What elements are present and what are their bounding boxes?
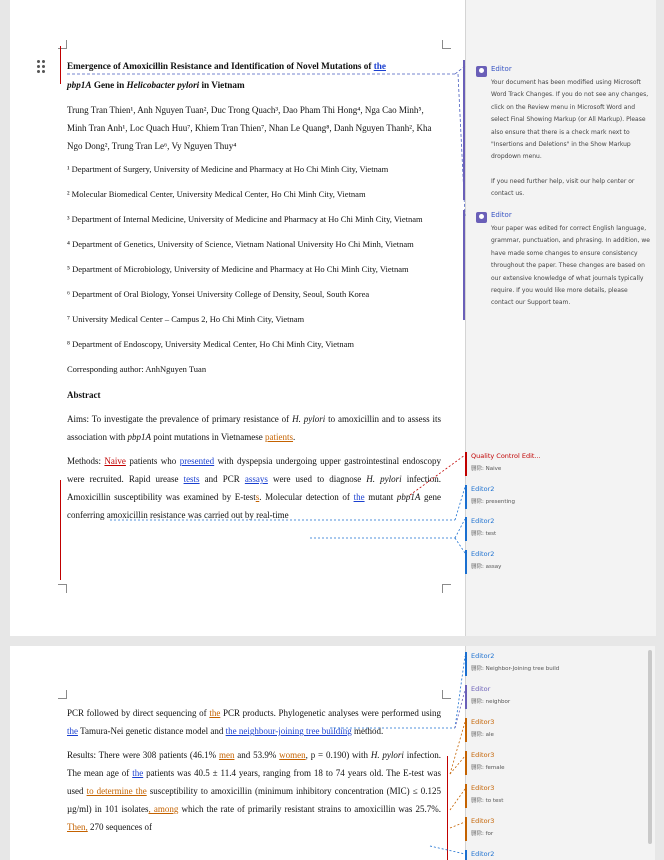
affiliation: ³ Department of Internal Medicine, University of Medicine and Pharmacy at Ho Chi Minh City, Vietnam <box>67 214 423 224</box>
affiliation: ⁷ University Medical Center – Campus 2, Ho Chi Minh City, Vietnam <box>67 314 305 324</box>
editor-avatar-icon <box>476 66 487 77</box>
affiliation: ¹ Department of Surgery, University of Medicine and Pharmacy at Ho Chi Minh City, Vietnam <box>67 164 389 174</box>
comment-bar <box>463 60 465 200</box>
affiliation: ⁶ Department of Oral Biology, Yonsei University College of Density, Seoul, South Korea <box>67 289 370 299</box>
document-page-2: PCR followed by direct sequencing of the PCR products. Phylogenetic analyses were performed using the Tamura-Nei genetic distance model and the neighbour-joining tree building method. Results: There were 308 patients (46.1% men and 53.9% women, p = 0.190) with H. pylori infection. The mean age of the patients was 40.5 ± 11.4 years, ranging from 18 to 74 years old. The E-test was used to determine the susceptibility to amoxicillin (minimum inhibitory concentration (MIC) ≤ 0.125 µg/ml) in 101 isolates, among which the rate of primarily resistant strains to amoxicillin was 25.7%. Then, 270 sequences of Editor2 删除: Neighbor-Joining tree build Editor 删除: neighbor Editor3 删除: ale Editor3 删除: female Editor3 删除: to test Editor3 删除: for Editor2 <box>10 646 655 860</box>
affiliation: ⁴ Department of Genetics, University of Science, Vietnam National University Ho Chi Minh, Vietnam <box>67 239 414 249</box>
affiliation: ⁵ Department of Microbiology, University of Medicine and Pharmacy at Ho Chi Minh City, Vietnam <box>67 264 409 274</box>
editor-avatar-icon <box>476 212 487 223</box>
paper-title: Emergence of Amoxicillin Resistance and Identification of Novel Mutations of the pbp1A Gene in Helicobacter pylori in Vietnam <box>67 61 386 90</box>
comment-author: Editor <box>491 65 512 73</box>
comment-body: Your document has been modified using Microsoft Word Track Changes. If you do not see any changes, click on the Review menu in Microsoft Word and select Final Showing Markup (or All Markup). Please also ensure that there is a check mark next to "Insertions and Deletions" in the Show Markup dropdown menu. If you need further help, visit our help center or contact us. <box>491 79 649 198</box>
comment-author: Editor <box>491 211 512 219</box>
document-page-1: Emergence of Amoxicillin Resistance and Identification of Novel Mutations of the pbp1A Gene in Helicobacter pylori in Vietnam Trung Tran Thien¹, Anh Nguyen Tuan², Duc Trong Quach³, Dao Pham Thi Hong⁴, Nga Cao Minh⁵, Minh Tran Anh¹, Loc Quach Huu⁷, Khiem Tran Thien⁷, Nhan Le Quang⁸, Danh Nguyen Thanh², Kha Ngo Dong², Trung Tran Le⁶, Vy Nguyen Thuy⁴ ¹ Department of Surgery, University of Medicine and Pharmacy at Ho Chi Minh City, Vietnam ² Molecular Biomedical Center, University Medical Center, Ho Chi Minh City, Vietnam ³ Department of Internal Medicine, University of Medicine and Pharmacy at Ho Chi Minh City, Vietnam ⁴ Department of Genetics, University of Science, Vietnam National University Ho Chi Minh, Vietnam ⁵ Department of Microbiology, University of Medicine and Pharmacy at Ho Chi Minh City, Vietnam ⁶ Department of Oral Biology, Yonsei University College of Density, Seoul, South Korea ⁷ University Medical Center – Campus 2, Ho Chi Minh City, Vietnam ⁸ Department of Endoscopy, University Medical Center, Ho Chi Minh City, Vietnam Corresponding author: AnhNguyen Tuan Abstract Aims: To investigate the prevalence of primary resistance of H. pylori to amoxicillin and to assess its association with pbp1A point mutations in Vietnamese patients. Methods: Naive patients who presented with dyspepsia undergoing upper gastrointestinal endoscopy were recruited. Rapid urease tests and PCR assays were used to diagnose H. pylori infection. Amoxicillin susceptibility was examined by E-tests. Molecular detection of the mutant pbp1A gene conferring amoxicillin resistance was carried out by real-time Editor Your document has been modified using Microsoft Word Track Changes. If you do not see any changes, click on the Review menu in Microsoft Word and select Final Showing Markup (or All Markup). Please also ensure that there is a check mark next to "Insertions and Deletions" in the Show Markup dropdown menu. If you need further help, visit our help center or contact us. Editor Your paper was edited for correct English language, grammar, punctuation, and phrasing. In addition, we have made some changes to ensure consistency throughout the paper. These changes are based on our extensive knowledge of what journals typically require. If you would like more details, please contact our Support team. Quality Control Edit... 删除: Naive Editor2 删除: presenting Editor2 删除: test Editor2 删除: assay <box>10 0 655 636</box>
author-list: Trung Tran Thien¹, Anh Nguyen Tuan², Duc Trong Quach³, Dao Pham Thi Hong⁴, Nga Cao Minh⁵, Minh Tran Anh¹, Loc Quach Huu⁷, Khiem Tran Thien⁷, Nhan Le Quang⁸, Danh Nguyen Thanh², Kha Ngo Dong², Trung Tran Le⁶, Vy Nguyen Thuy⁴ <box>67 105 432 151</box>
comment-bar <box>463 210 465 320</box>
abstract-methods-continued: PCR followed by direct sequencing of the PCR products. Phylogenetic analyses were performed using the Tamura-Nei genetic distance model and the neighbour-joining tree building method. <box>67 708 441 736</box>
abstract-methods: Methods: Naive patients who presented with dyspepsia undergoing upper gastrointestinal endoscopy were recruited. Rapid urease tests and PCR assays were used to diagnose H. pylori infection. Amoxicillin susceptibility was examined by E-tests. Molecular detection of the mutant pbp1A gene conferring amoxicillin resistance was carried out by real-time <box>67 456 441 520</box>
abstract-heading: Abstract <box>67 390 101 400</box>
comment-body: Your paper was edited for correct English language, grammar, punctuation, and phrasing. In addition, we have made some changes to ensure consistency throughout the paper. These changes are based on our extensive knowledge of what journals typically require. If you would like more details, please contact our Support team. <box>491 225 650 307</box>
comment-leader-lines <box>10 646 655 860</box>
corresponding-author: Corresponding author: AnhNguyen Tuan <box>67 364 207 374</box>
affiliation: ² Molecular Biomedical Center, University Medical Center, Ho Chi Minh City, Vietnam <box>67 189 366 199</box>
abstract-results: Results: There were 308 patients (46.1% men and 53.9% women, p = 0.190) with H. pylori infection. The mean age of the patients was 40.5 ± 11.4 years, ranging from 18 to 74 years old. The E-test was used to determine the susceptibility to amoxicillin (minimum inhibitory concentration (MIC) ≤ 0.125 µg/ml) in 101 isolates, among which the rate of primarily resistant strains to amoxicillin was 25.7%. Then, 270 sequences of <box>67 750 441 832</box>
affiliation: ⁸ Department of Endoscopy, University Medical Center, Ho Chi Minh City, Vietnam <box>67 339 354 349</box>
margin-scrollbar[interactable] <box>648 650 652 844</box>
abstract-aims: Aims: To investigate the prevalence of primary resistance of H. pylori to amoxicillin and to assess its association with pbp1A point mutations in Vietnamese patients. <box>67 414 441 442</box>
